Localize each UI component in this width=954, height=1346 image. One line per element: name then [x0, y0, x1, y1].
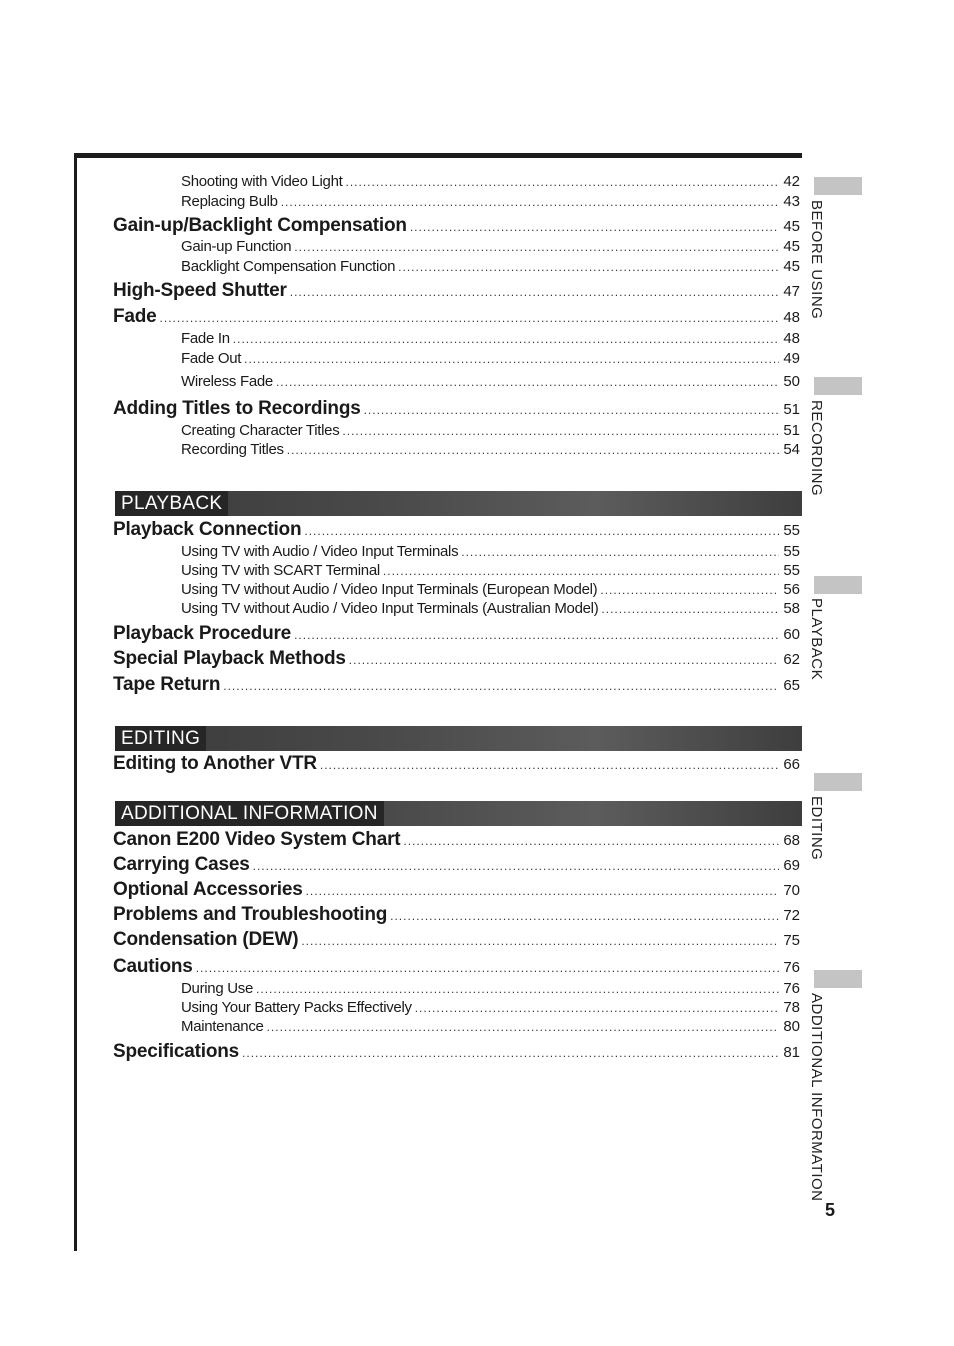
section-header-editing — [115, 726, 802, 751]
toc-entry[interactable] — [113, 648, 800, 670]
dot-leader — [306, 884, 779, 898]
side-tab-before-using[interactable]: BEFORE USING — [808, 200, 825, 320]
thumb-tab-marker — [814, 576, 862, 594]
entry-title: Problems and Troubleshooting — [113, 904, 388, 925]
entry-page: 55 — [783, 522, 800, 539]
toc-entry[interactable] — [181, 330, 800, 347]
dot-leader — [600, 583, 779, 597]
dot-leader — [276, 375, 779, 389]
entry-title: Backlight Compensation Function — [181, 258, 396, 275]
side-tab-editing[interactable]: EDITING — [808, 796, 825, 861]
toc-entry[interactable] — [113, 879, 800, 901]
thumb-tab-marker — [814, 377, 862, 395]
section-title: ADDITIONAL INFORMATION — [115, 801, 384, 826]
dot-leader — [267, 1020, 779, 1034]
dot-leader — [364, 403, 779, 417]
toc-entry[interactable] — [113, 753, 800, 775]
dot-leader — [383, 564, 779, 578]
thumb-tab-marker — [814, 177, 862, 195]
entry-page: 76 — [783, 959, 800, 976]
dot-leader — [346, 175, 779, 189]
entry-page: 54 — [783, 441, 800, 458]
entry-page: 45 — [783, 238, 800, 255]
toc-entry[interactable] — [181, 562, 800, 579]
toc-entry[interactable] — [181, 441, 800, 458]
toc-entry[interactable] — [113, 929, 800, 951]
entry-page: 49 — [783, 350, 800, 367]
entry-title: Cautions — [113, 956, 193, 977]
entry-title: Wireless Fade — [181, 373, 273, 390]
entry-page: 76 — [783, 980, 800, 997]
section-title: PLAYBACK — [115, 491, 228, 516]
entry-title: Using Your Battery Packs Effectively — [181, 999, 412, 1016]
toc-entry[interactable] — [181, 980, 800, 997]
dot-leader — [160, 311, 779, 325]
entry-title: Recording Titles — [181, 441, 284, 458]
entry-page: 51 — [783, 401, 800, 418]
entry-title: Using TV with Audio / Video Input Terminals — [181, 543, 459, 560]
entry-page: 81 — [783, 1044, 800, 1061]
page-number: 5 — [825, 1200, 836, 1220]
toc-entry[interactable] — [181, 238, 800, 255]
entry-page: 56 — [783, 581, 800, 598]
entry-title: Fade In — [181, 330, 230, 347]
toc-entry[interactable] — [113, 519, 800, 541]
entry-title: Optional Accessories — [113, 879, 303, 900]
toc-entry[interactable] — [113, 829, 800, 851]
dot-leader — [398, 260, 779, 274]
toc-entry[interactable] — [113, 854, 800, 876]
toc-entry[interactable] — [181, 422, 800, 439]
entry-page: 75 — [783, 932, 800, 949]
dot-leader — [294, 628, 779, 642]
entry-title: During Use — [181, 980, 254, 997]
dot-leader — [410, 220, 779, 234]
entry-page: 80 — [783, 1018, 800, 1035]
toc-entry[interactable] — [113, 904, 800, 926]
entry-page: 45 — [783, 218, 800, 235]
dot-leader — [320, 758, 779, 772]
entry-page: 55 — [783, 543, 800, 560]
dot-leader — [403, 834, 779, 848]
toc-entry[interactable] — [181, 173, 800, 190]
dot-leader — [223, 679, 779, 693]
entry-page: 65 — [783, 677, 800, 694]
side-tab-recording[interactable]: RECORDING — [808, 400, 825, 497]
dot-leader — [461, 545, 779, 559]
thumb-tab-marker — [814, 773, 862, 791]
entry-page: 48 — [783, 330, 800, 347]
entry-page: 72 — [783, 907, 800, 924]
dot-leader — [342, 424, 779, 438]
entry-page: 55 — [783, 562, 800, 579]
entry-title: Using TV without Audio / Video Input Terminals (Australian Model) — [181, 600, 599, 617]
toc-entry[interactable] — [113, 623, 800, 645]
dot-leader — [301, 934, 779, 948]
entry-title: Using TV without Audio / Video Input Terminals (European Model) — [181, 581, 598, 598]
side-tab-playback[interactable]: PLAYBACK — [808, 598, 825, 681]
entry-title: Special Playback Methods — [113, 648, 346, 669]
toc-entry[interactable] — [181, 350, 800, 367]
entry-page: 62 — [783, 651, 800, 668]
dot-leader — [294, 240, 779, 254]
toc-entry[interactable] — [113, 398, 800, 420]
entry-page: 60 — [783, 626, 800, 643]
dot-leader — [253, 859, 779, 873]
entry-title: Fade Out — [181, 350, 242, 367]
entry-title: Fade — [113, 306, 157, 327]
entry-title: Editing to Another VTR — [113, 753, 317, 774]
entry-title: High-Speed Shutter — [113, 280, 287, 301]
dot-leader — [233, 332, 779, 346]
entry-title: Maintenance — [181, 1018, 264, 1035]
entry-title: Playback Procedure — [113, 623, 292, 644]
entry-title: Tape Return — [113, 674, 221, 695]
dot-leader — [601, 602, 779, 616]
toc-entry[interactable] — [113, 280, 800, 302]
dot-leader — [256, 982, 779, 996]
dot-leader — [196, 961, 779, 975]
dot-leader — [244, 352, 779, 366]
toc-entry[interactable] — [113, 306, 800, 328]
dot-leader — [287, 443, 779, 457]
section-header-playback — [115, 491, 802, 516]
entry-title: Gain-up Function — [181, 238, 292, 255]
entry-title: Shooting with Video Light — [181, 173, 343, 190]
dot-leader — [390, 909, 779, 923]
toc-entry[interactable] — [181, 999, 800, 1016]
toc-entry[interactable] — [181, 1018, 800, 1035]
entry-page: 68 — [783, 832, 800, 849]
section-header-additional-information — [115, 801, 802, 826]
entry-title: Carrying Cases — [113, 854, 250, 875]
dot-leader — [290, 285, 779, 299]
entry-title: Canon E200 Video System Chart — [113, 829, 401, 850]
entry-title: Using TV with SCART Terminal — [181, 562, 380, 579]
entry-title: Specifications — [113, 1041, 240, 1062]
toc-entry[interactable] — [113, 215, 800, 237]
toc-entry[interactable] — [113, 956, 800, 978]
entry-title: Playback Connection — [113, 519, 302, 540]
entry-page: 69 — [783, 857, 800, 874]
toc-entry[interactable] — [181, 258, 800, 275]
entry-page: 47 — [783, 283, 800, 300]
thumb-tab-marker — [814, 970, 862, 988]
entry-title: Adding Titles to Recordings — [113, 398, 361, 419]
entry-title: Replacing Bulb — [181, 193, 278, 210]
entry-page: 43 — [783, 193, 800, 210]
dot-leader — [304, 524, 779, 538]
dot-leader — [281, 195, 779, 209]
section-title: EDITING — [115, 726, 206, 751]
toc-entry[interactable] — [181, 193, 800, 210]
toc-entry[interactable] — [113, 1041, 800, 1063]
toc-entry[interactable] — [113, 674, 800, 696]
entry-page: 50 — [783, 373, 800, 390]
toc-entry[interactable] — [181, 373, 800, 390]
entry-title: Gain-up/Backlight Compensation — [113, 215, 407, 236]
side-tab-additional-information[interactable]: ADDITIONAL INFORMATION — [808, 993, 825, 1202]
entry-title: Condensation (DEW) — [113, 929, 299, 950]
entry-page: 42 — [783, 173, 800, 190]
entry-title: Creating Character Titles — [181, 422, 340, 439]
toc-entry[interactable] — [181, 600, 800, 617]
entry-page: 45 — [783, 258, 800, 275]
entry-page: 48 — [783, 309, 800, 326]
entry-page: 78 — [783, 999, 800, 1016]
entry-page: 51 — [783, 422, 800, 439]
entry-page: 70 — [783, 882, 800, 899]
dot-leader — [415, 1001, 779, 1015]
entry-page: 58 — [783, 600, 800, 617]
dot-leader — [349, 653, 779, 667]
entry-page: 66 — [783, 756, 800, 773]
toc-entry[interactable] — [181, 543, 800, 560]
toc-entry[interactable] — [181, 581, 800, 598]
dot-leader — [242, 1046, 779, 1060]
